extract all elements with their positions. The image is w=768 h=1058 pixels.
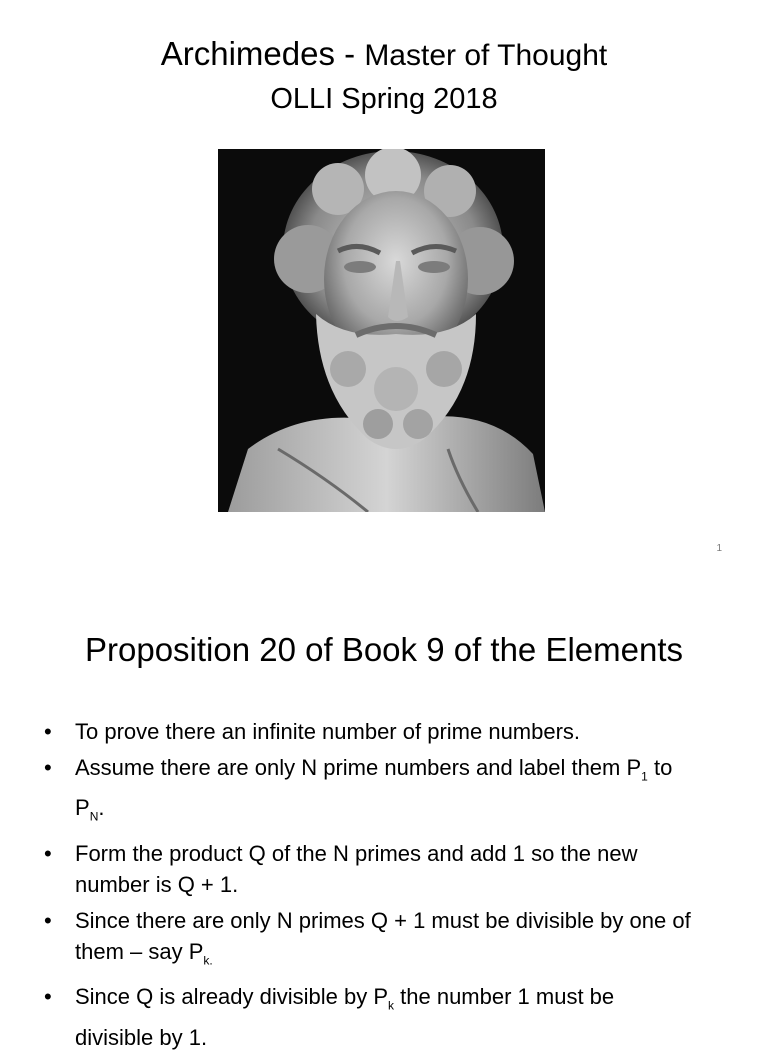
bullet-text: Since there are only N primes Q + 1 must be divisible by one of them – say P <box>75 907 691 964</box>
bullet-marker: • <box>44 984 52 1010</box>
bullet-marker: • <box>44 840 52 866</box>
bullet-text: Since Q is already divisible by P <box>75 984 389 1010</box>
bullet-text: to P <box>75 755 673 821</box>
slide-2 <box>0 576 768 1050</box>
bullet-item <box>0 752 768 833</box>
bullet-item <box>0 981 768 1052</box>
subscript: N <box>89 809 99 824</box>
title-sub: Master of Thought <box>364 39 608 72</box>
bullet-marker: • <box>44 719 52 744</box>
slide-heading: Proposition 20 of Book 9 of the Elements <box>84 631 684 668</box>
bullet-marker: • <box>44 907 52 933</box>
page-number: 1 <box>716 543 722 554</box>
bullet-marker: • <box>44 755 52 780</box>
bullet-text: the number 1 must be divisible by 1. <box>75 984 615 1050</box>
archimedes-bust-photo <box>218 149 545 512</box>
bullet-text: To prove there an infinite number of prime numbers. <box>75 719 581 744</box>
bullet-item <box>0 905 768 976</box>
bullet-text: Assume there are only N prime numbers and label them P <box>75 755 642 780</box>
bullet-list <box>0 716 768 1058</box>
bullet-text: Form the product Q of the N primes and add 1 so the new number is Q + 1. <box>75 840 638 897</box>
bullet-item <box>0 716 768 747</box>
bullet-item <box>0 838 768 900</box>
bullet-text: . <box>98 795 105 821</box>
subscript: k <box>388 998 395 1013</box>
subscript: k. <box>203 953 213 968</box>
slide-title <box>0 34 768 76</box>
title-main: Archimedes - <box>160 35 365 72</box>
subscript: 1 <box>641 769 648 784</box>
slide-subtitle: OLLI Spring 2018 <box>270 83 498 115</box>
